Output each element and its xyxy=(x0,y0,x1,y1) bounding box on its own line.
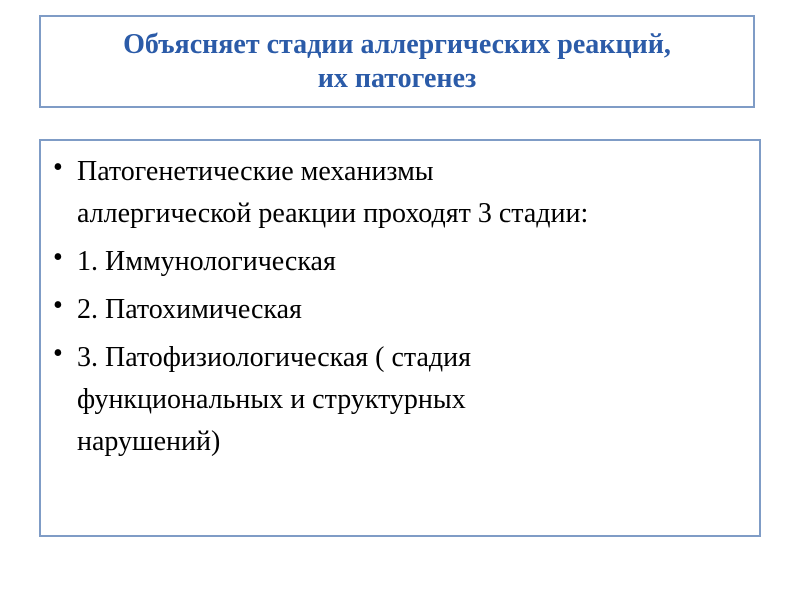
title-line-1: Объясняет стадии аллергических реакций, xyxy=(123,28,671,60)
bullet-icon: • xyxy=(53,338,63,369)
bullet-1-line-1: Патогенетические механизмы xyxy=(77,156,434,187)
bullet-icon: • xyxy=(53,152,63,183)
bullet-text-2 xyxy=(77,241,336,283)
bullet-4-line-3: нарушений) xyxy=(77,426,221,457)
bullet-text-3 xyxy=(77,289,302,331)
bullet-1-line-2: аллергической реакции проходят 3 стадии: xyxy=(77,198,589,229)
bullet-4-line-2: функциональных и структурных xyxy=(77,384,466,415)
bullet-item-1 xyxy=(53,151,753,235)
bullet-item-2 xyxy=(53,241,753,283)
bullet-item-4 xyxy=(53,337,753,463)
bullet-4-line-1: 3. Патофизиологическая ( стадия xyxy=(77,342,472,373)
bullet-icon: • xyxy=(53,242,63,273)
title-line-2: их патогенез xyxy=(317,62,477,94)
title-box xyxy=(39,15,755,108)
bullet-item-3 xyxy=(53,289,753,331)
bullet-text-4 xyxy=(77,337,471,463)
bullet-text-1 xyxy=(77,151,588,235)
bullet-2-line-1: 1. Иммунологическая xyxy=(77,246,336,277)
bullet-list xyxy=(53,151,753,469)
bullet-icon: • xyxy=(53,290,63,321)
bullet-3-line-1: 2. Патохимическая xyxy=(77,294,302,325)
content-box xyxy=(39,139,761,537)
